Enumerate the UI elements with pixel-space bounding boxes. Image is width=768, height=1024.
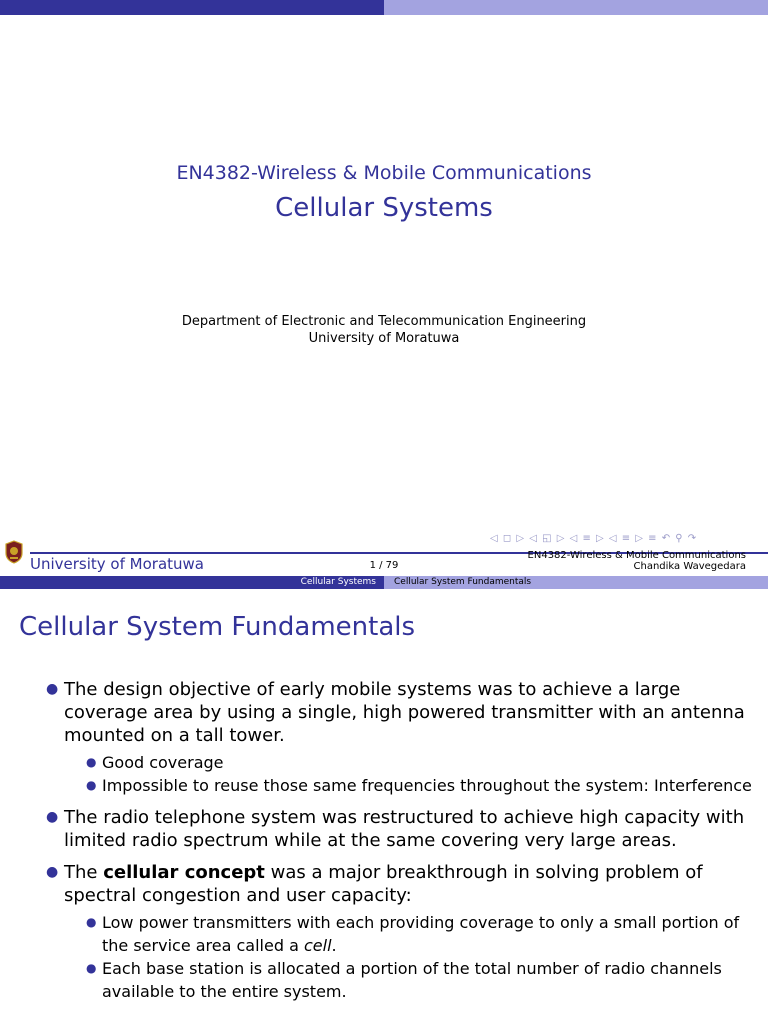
sub-list-item — [82, 957, 752, 1003]
bullet-icon: ● — [86, 755, 97, 769]
sub-list-item-text: Good coverage — [102, 753, 224, 772]
subsection-label[interactable]: Cellular System Fundamentals — [394, 577, 532, 587]
bullet-icon: ● — [46, 681, 59, 697]
university-name: University of Moratuwa — [308, 331, 460, 346]
list-item — [40, 861, 752, 1003]
sub-list — [64, 911, 752, 1003]
bullet-icon: ● — [86, 915, 97, 929]
course-title: EN4382-Wireless & Mobile Communications — [176, 162, 592, 184]
section-label[interactable]: Cellular Systems — [300, 577, 376, 587]
page-number: 1 / 79 — [369, 560, 399, 571]
department-name: Department of Electronic and Telecommunication Engineering — [181, 314, 587, 329]
bullet-icon: ● — [46, 864, 59, 880]
beamer-navigation-icons[interactable]: ◁ ◻ ▷ ◁ ◱ ▷ ◁ ≡ ▷ ◁ ≡ ▷ ≡ ↶ ⚲ ↷ — [490, 533, 698, 544]
header-bar-left — [0, 0, 384, 15]
section-bar-right — [384, 576, 768, 589]
sub-list-item-text-after: . — [331, 936, 337, 955]
sub-list-item-text-before: Low power transmitters with each providing coverage to only a small portion of the service area called a — [102, 913, 740, 955]
list-item — [40, 806, 752, 852]
list-item — [40, 678, 752, 797]
sub-list-item — [82, 774, 752, 797]
list-item-text-before: The — [64, 862, 104, 883]
sub-list — [64, 751, 752, 797]
bullet-icon: ● — [86, 778, 97, 792]
header-bar-right — [384, 0, 768, 15]
content-slide — [0, 576, 768, 1024]
sub-list-item-italic-term: cell — [303, 936, 332, 955]
bullet-icon: ● — [46, 809, 59, 825]
slide-title: Cellular Systems — [275, 193, 493, 223]
frame-title: Cellular System Fundamentals — [19, 612, 416, 642]
list-item-text-after: was a major breakthrough in solving problem of spectral congestion and user capacity: — [64, 862, 703, 906]
sub-list-item — [82, 911, 752, 957]
sub-list-item — [82, 751, 752, 774]
section-bar-left — [0, 576, 384, 589]
footer-university: University of Moratuwa — [30, 555, 204, 573]
university-crest-icon — [4, 540, 24, 564]
footer-course: EN4382-Wireless & Mobile Communications — [527, 550, 746, 561]
footer-author: Chandika Wavegedara — [633, 561, 746, 572]
bullet-list — [40, 678, 752, 1003]
sub-list-item-text: Impossible to reuse those same frequencies throughout the system: Interference — [102, 776, 752, 795]
bullet-icon: ● — [86, 961, 97, 975]
list-item-text: The radio telephone system was restructured to achieve high capacity with limited radio spectrum while at the same covering very large areas. — [64, 807, 745, 851]
list-item-bold-term: cellular concept — [103, 862, 265, 883]
list-item-text: The design objective of early mobile systems was to achieve a large coverage area by using a single, high powered transmitter with an antenna mounted on a tall tower. — [64, 679, 745, 746]
sub-list-item-text: Each base station is allocated a portion of the total number of radio channels available to the entire system. — [102, 959, 722, 1001]
